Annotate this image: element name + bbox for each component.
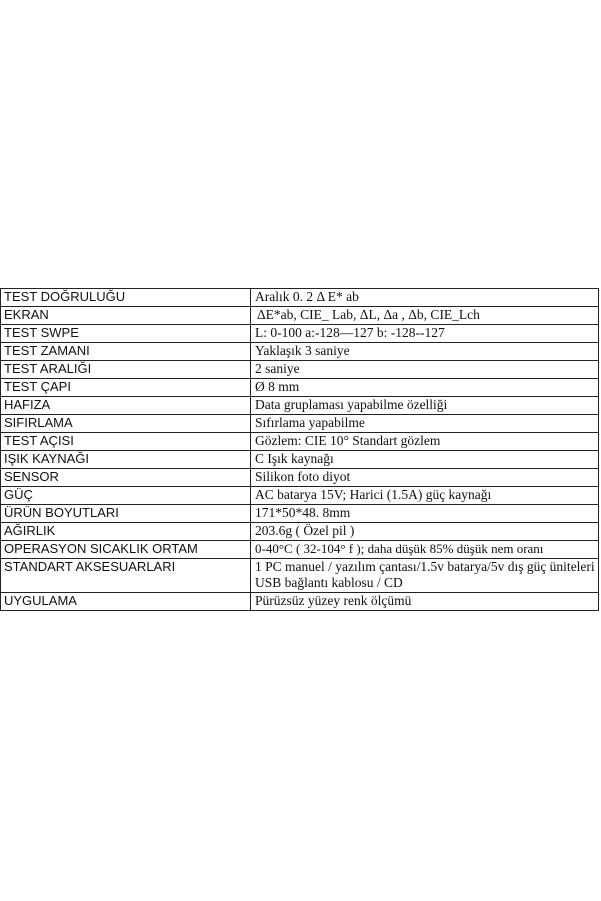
spec-label: EKRAN <box>1 307 251 325</box>
table-row <box>1 593 599 611</box>
spec-value: 203.6g ( Özel pil ) <box>251 523 599 541</box>
spec-label: ÜRÜN BOYUTLARI <box>1 505 251 523</box>
table-row <box>1 325 599 343</box>
spec-label: TEST AÇISI <box>1 433 251 451</box>
table-row <box>1 451 599 469</box>
spec-label: AĞIRLIK <box>1 523 251 541</box>
table-row <box>1 469 599 487</box>
spec-value: ΔE*ab, CIE_ Lab, ΔL, Δa , Δb, CIE_Lch <box>251 307 599 325</box>
table-row <box>1 415 599 433</box>
spec-label: STANDART AKSESUARLARI <box>1 559 251 593</box>
spec-value: 171*50*48. 8mm <box>251 505 599 523</box>
spec-value: Ø 8 mm <box>251 379 599 397</box>
spec-value: Pürüzsüz yüzey renk ölçümü <box>251 593 599 611</box>
spec-value: 1 PC manuel / yazılım çantası/1.5v batarya/5v dış güç üniteleri USB bağlantı kablosu / CD <box>251 559 599 593</box>
spec-label: TEST ARALIĞI <box>1 361 251 379</box>
table-row <box>1 307 599 325</box>
spec-label: HAFIZA <box>1 397 251 415</box>
table-row <box>1 343 599 361</box>
table-row <box>1 397 599 415</box>
table-row <box>1 559 599 593</box>
spec-label: SIFIRLAMA <box>1 415 251 433</box>
spec-label: TEST ZAMANI <box>1 343 251 361</box>
spec-value: Gözlem: CIE 10° Standart gözlem <box>251 433 599 451</box>
spec-label: SENSOR <box>1 469 251 487</box>
spec-label: IŞIK KAYNAĞI <box>1 451 251 469</box>
spec-value: 0-40°C ( 32-104° f ); daha düşük 85% düşük nem oranı <box>251 541 599 559</box>
spec-value: Yaklaşık 3 saniye <box>251 343 599 361</box>
spec-label: OPERASYON SICAKLIK ORTAM <box>1 541 251 559</box>
spec-value: 2 saniye <box>251 361 599 379</box>
spec-label: TEST DOĞRULUĞU <box>1 289 251 307</box>
spec-label: UYGULAMA <box>1 593 251 611</box>
table-row <box>1 361 599 379</box>
spec-value: AC batarya 15V; Harici (1.5A) güç kaynağı <box>251 487 599 505</box>
table-row <box>1 541 599 559</box>
spec-value: Silikon foto diyot <box>251 469 599 487</box>
spec-table <box>0 288 599 611</box>
spec-value: Aralık 0. 2 Δ E* ab <box>251 289 599 307</box>
spec-value: C Işık kaynağı <box>251 451 599 469</box>
spec-value: Data gruplaması yapabilme özelliği <box>251 397 599 415</box>
spec-label: TEST ÇAPI <box>1 379 251 397</box>
spec-label: GÜÇ <box>1 487 251 505</box>
table-row <box>1 433 599 451</box>
table-row <box>1 523 599 541</box>
table-row <box>1 505 599 523</box>
spec-label: TEST SWPE <box>1 325 251 343</box>
table-row <box>1 379 599 397</box>
spec-value: L: 0-100 a:-128—127 b: -128--127 <box>251 325 599 343</box>
spec-value: Sıfırlama yapabilme <box>251 415 599 433</box>
table-row <box>1 289 599 307</box>
table-row <box>1 487 599 505</box>
